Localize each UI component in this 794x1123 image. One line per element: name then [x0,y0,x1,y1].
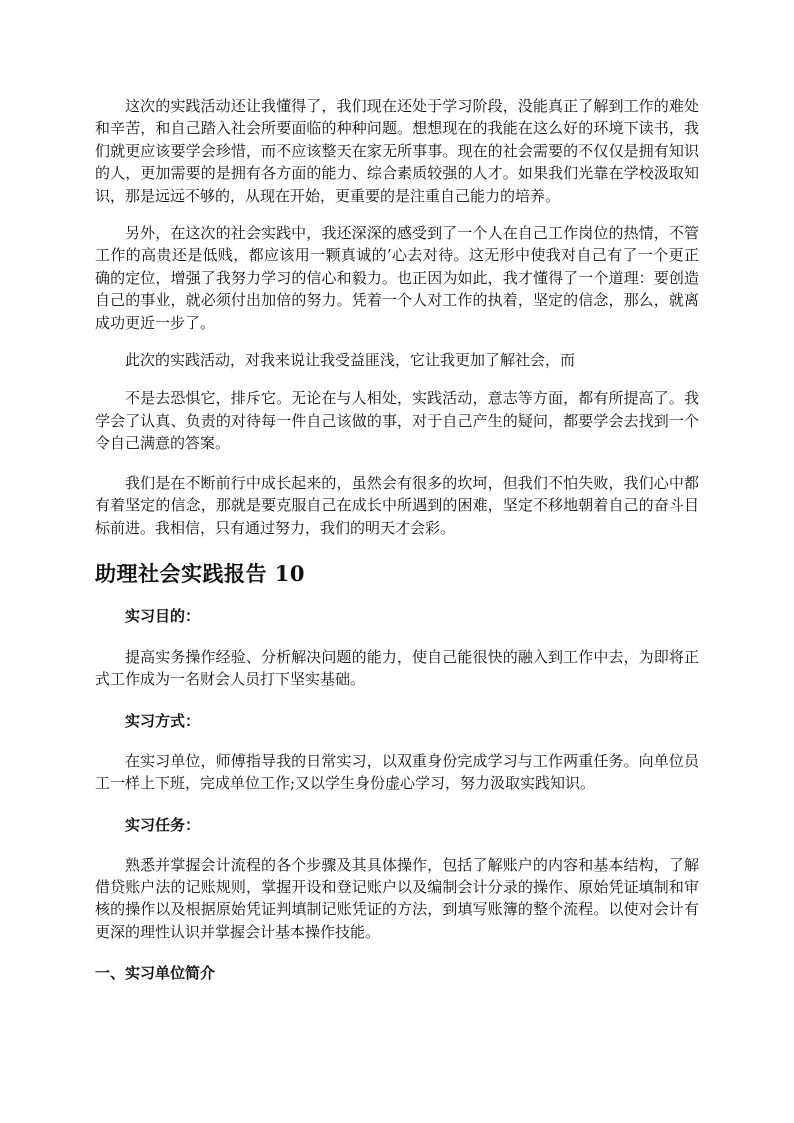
body-paragraph: 不是去恐惧它，排斥它。无论在与人相处，实践活动，意志等方面，都有所提高了。我学会了认真、负责的对待每一件自己该做的事，对于自己产生的疑问，都要学会去找到一个令自己满意的答案。 [95,389,699,453]
body-paragraph: 我们是在不断前行中成长起来的，虽然会有很多的坎坷，但我们不怕失败，我们心中都有着坚定的信念，那就是要克服自己在成长中所遇到的困难，坚定不移地朝着自己的奋斗目标前进。我相信，只有通过努力，我们的明天才会彩。 [95,473,699,537]
document-page [95,95,699,984]
purpose-paragraph: 提高实务操作经验、分析解决问题的能力，使自己能很快的融入到工作中去，为即将正式工作成为一名财会人员打下坚实基础。 [95,647,699,689]
task-label: 实习任务： [125,815,201,834]
body-paragraph: 此次的实践活动，对我来说让我受益匪浅，它让我更加了解社会，而 [125,351,576,370]
section-title: 助理社会实践报告 10 [95,560,306,586]
body-paragraph: 另外，在这次的社会实践中，我还深深的感受到了一个人在自己工作岗位的热情，不管工作的高贵还是低贱，都应该用一颗真诚的’心去对待。这无形中使我对自己有了一个更正确的定位，增强了我努力学习的信心和毅力。也正因为如此，我才懂得了一个道理：要创造自己的事业，就必须付出加倍的努力。凭着一个人对工作的执着，坚定的信念，那么，就离成功更近一步了。 [95,224,699,332]
method-label: 实习方式： [125,711,201,730]
task-paragraph: 熟悉并掌握会计流程的各个步骤及其具体操作，包括了解账户的内容和基本结构，了解借贷账户法的记账规则，掌握开设和登记账户以及编制会计分录的操作、原始凭证填制和审核的操作以及根据原始凭证判填制记账凭证的方法，到填写账簿的整个流程。以使对会计有更深的理性认识并掌握会计基本操作技能。 [95,855,699,941]
unit-intro-heading: 一、实习单位简介 [95,964,216,983]
purpose-label: 实习目的： [125,606,201,625]
body-paragraph: 这次的实践活动还让我懂得了，我们现在还处于学习阶段，没能真正了解到工作的难处和辛苦，和自己踏入社会所要面临的种种问题。想想现在的我能在这么好的环境下读书，我们就更应该要学会珍惜，而不应该整天在家无所事事。现在的社会需要的不仅仅是拥有知识的人，更加需要的是拥有各方面的能力、综合素质较强的人才。如果我们光靠在学校汲取知识，那是远远不够的，从现在开始，更重要的是注重自己能力的培养。 [95,97,699,205]
method-paragraph: 在实习单位，师傅指导我的日常实习，以双重身份完成学习与工作两重任务。向单位员工一样上下班，完成单位工作;又以学生身份虚心学习，努力汲取实践知识。 [95,751,699,793]
